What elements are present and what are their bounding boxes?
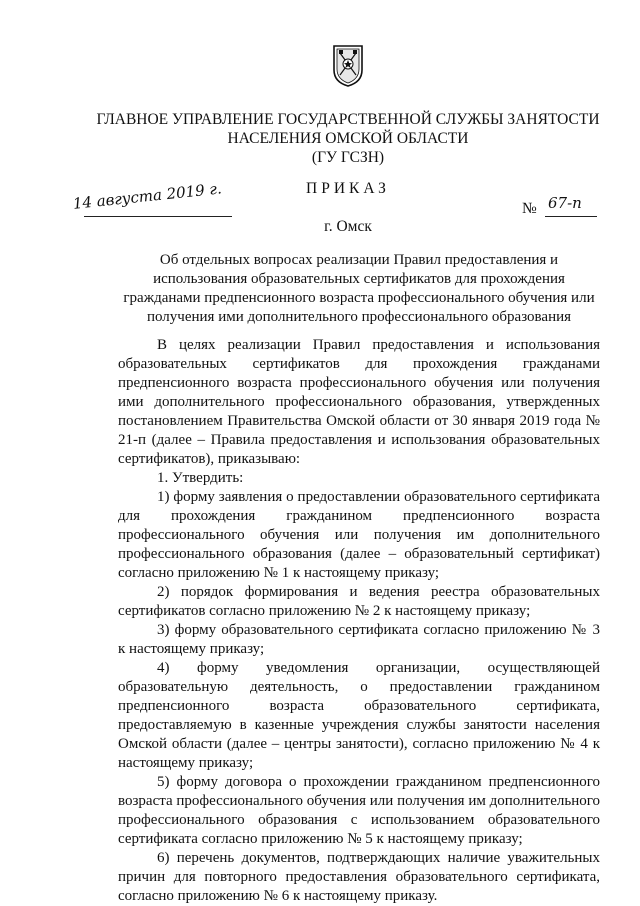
list-item: 1) форму заявления о предоставлении образовательного сертификата для прохождения гражданином предпенсионного возраста профессионального обучения или получения им дополнительного профессионального образования (далее – образовательный сертификат) согласно приложению № 1 к настоящему приказу;: [118, 489, 600, 581]
list-item: 5) форму договора о прохождении гражданином предпенсионного возраста профессионального обучения или получения им дополнительного профессионального образования с использованием образовательного сертификата согласно приложению № 5 к настоящему приказу;: [118, 774, 600, 847]
document-type-title: ПРИКАЗ: [306, 180, 390, 197]
date-underline: [84, 216, 232, 217]
list-item: 6) перечень документов, подтверждающих наличие уважительных причин для повторного предоставления образовательного сертификата, согласно приложению № 6 к настоящему приказу.: [118, 850, 600, 904]
org-name-line-2: НАСЕЛЕНИЯ ОМСКОЙ ОБЛАСТИ: [227, 130, 469, 147]
order-number-prefix: №: [522, 200, 537, 217]
number-underline: [545, 216, 597, 217]
approve-clause: 1. Утвердить:: [157, 470, 244, 486]
order-number-handwritten: 67-п: [548, 194, 582, 212]
coat-of-arms-icon: [332, 44, 364, 88]
order-subject: Об отдельных вопросах реализации Правил предоставления и использования образовательных сертификатов для прохождения гражданами предпенсионного возраста профессионального обучения или получения ими дополнительного профессионального образования: [123, 252, 595, 325]
order-body: [118, 336, 600, 906]
org-abbreviation: (ГУ ГСЗН): [311, 149, 385, 166]
issue-city: г. Омск: [324, 218, 372, 235]
list-item: 2) порядок формирования и ведения реестра образовательных сертификатов согласно приложению № 2 к настоящему приказу;: [118, 584, 600, 619]
org-name-line-1: ГЛАВНОЕ УПРАВЛЕНИЕ ГОСУДАРСТВЕННОЙ СЛУЖБЫ ЗАНЯТОСТИ: [96, 111, 600, 128]
list-item: 3) форму образовательного сертификата согласно приложению № 3 к настоящему приказу;: [118, 622, 600, 657]
order-date-handwritten: 14 августа 2019 г.: [72, 179, 223, 213]
list-item: 4) форму уведомления организации, осуществляющей образовательную деятельность, о предоставлении гражданином предпенсионного возраста образовательного сертификата, предоставляемую в казенные учреждения службы занятости населения Омской области (далее – центры занятости), согласно приложению № 4 к настоящему приказу;: [118, 660, 600, 771]
intro-paragraph: В целях реализации Правил предоставления и использования образовательных сертификатов для прохождения гражданами предпенсионного возраста профессионального обучения или получения ими дополнительного профессионального образования, утвержденных постановлением Правительства Омской области от 30 января 2019 года № 21-п (далее – Правила предоставления и использования образовательных сертификатов), приказываю:: [118, 337, 600, 467]
